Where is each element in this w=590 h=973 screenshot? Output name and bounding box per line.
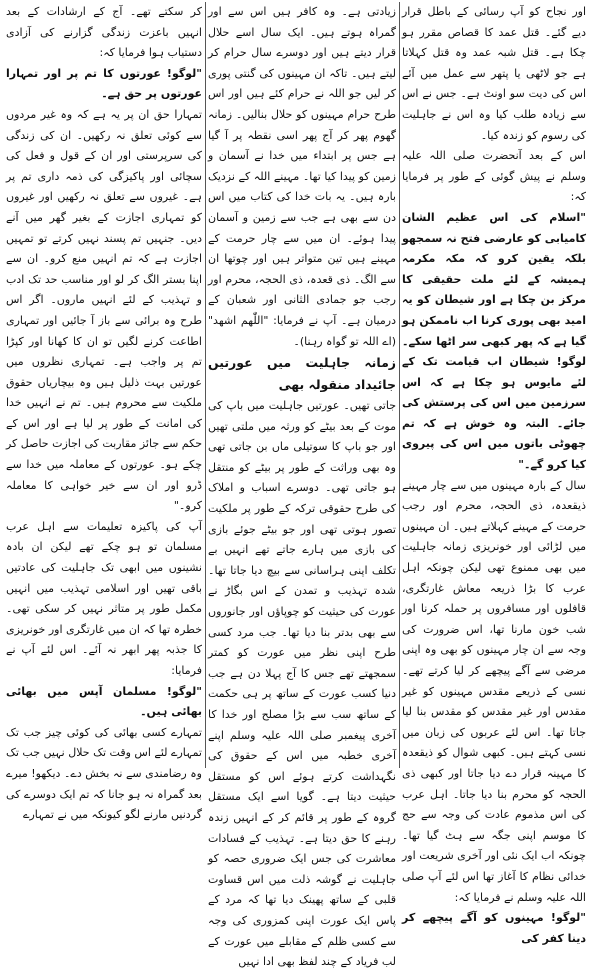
paragraph: اس کے بعد آنحضرت صلی اللہ علیہ وسلم نے پیش گوئی کے طور پر فرمایا کہ: <box>402 149 586 204</box>
paragraph: جاتی تھیں۔ عورتیں جاہلیت میں باپ کی موت کے بعد بیٹے کو ورثہ میں ملتی تھیں اور جو باپ کا سوتیلی ماں بن جاتی تھی وہ بھی وراثت کے طور پر بیٹے کو منتقل ہو جاتی تھی۔ دوسرے اسباب و املاک کی طرح حقوقی ترکہ کے طور پر ملکیت تصور ہوتی تھی اور جو بیٹے جوئے بازی کی بازی میں ہارے جاتے تھے انہیں بے تکلف اپنی ہراسانی سے بیچ دیا جاتا تھا۔ شدہ تہذیب و تمدن کے اس بگاڑ نے عورت کی حیثیت کو چوپاؤں اور جانوروں سے بھی بدتر بنا دیا تھا۔ جب مرد کسی طرح اپنی نظر میں عورت کو کمتر سمجھتے تھے جس کا آج پہلا دن ہے جب دنیا کسب عورت کے ساتھ پر ہی حکمت کے ساتھ سب سے بڑا مصلح اور خدا کا آخری پیغمبر صلی اللہ علیہ وسلم اپنے آخری خطبہ میں اس کے حقوق کی نگہداشت کرتے ہوئے اس کو مستقل حیثیت دیتا ہے۔ گویا اسے ایک مستقل گروہ کے طور پر قائم کر کے انہیں زندہ رہنے کا حق دیتا ہے۔ تہذیب کے فسادات معاشرت کی جس ایک ضروری حصہ کو جاہلیت نے گوشہ ذلت میں اس قساوت قلبی کے ساتھ پھینک دیا تھا کہ مرد کے پاس ایک عورت اپنی کمزوری کی وجہ سے کسی ظلم کے مقابلے میں عورت کے لب فریاد کے چند لفظ بھی ادا نہیں <box>208 399 396 969</box>
paragraph: اور نجاح کو آپ رسائی کے باطل قرار دیے گئے۔ قتل عمد کا قصاص مقرر ہو چکا ہے۔ قتل شبہ عمد وہ قتل کہلاتا ہے جو لاٹھی یا پتھر سے عمل میں آئے اس کی دیت سو اونٹ ہے۔ جس نے اس سے زیادہ طلب کیا وہ اس نے جاہلیت کی رسوم کو زندہ کیا۔ <box>402 5 586 142</box>
column-divider <box>399 2 400 768</box>
quotation: "لوگو! عورتوں کا تم پر اور تمہارا عورتوں پر حق ہے۔ <box>6 66 202 101</box>
column-left <box>5 2 202 822</box>
column-middle <box>208 2 396 969</box>
column-right <box>402 2 586 945</box>
paragraph: آپ کی پاکیزہ تعلیمات سے اہل عرب مسلمان تو ہو چکے تھے لیکن ان بادہ نشینوں میں ابھی تک جاہلیت کی عادتیں باقی تھیں اور اسلامی تہذیب میں انہیں مکمل طور پر متاثر نہیں کر سکی تھی۔ خطرہ تھا کہ ان میں غارتگری اور خونریزی کا جذبہ پھر ابھر نہ آئے۔ اس لئے آپ نے فرمایا: <box>6 519 202 677</box>
paragraph: زیادتی ہے۔ وہ کافر ہیں اس سے اور گمراہ ہوتے ہیں۔ ایک سال اسے حلال قرار دیتے ہیں اور دوسرے سال حرام کر لیتے ہیں۔ تاکہ ان مہینوں کی گنتی پوری کر لیں جو اللہ نے حرام کئے ہیں اور اس طرح حرام مہینوں کو حلال بنالیں۔ زمانہ گھوم پھر کر آج پھر اسی نقطہ پر آ گیا ہے جس پر ابتداء میں خدا نے آسمان و زمین کو پیدا کیا تھا۔ مہینے اللہ کے نزدیک بارہ ہیں۔ یہ بات خدا کی کتاب میں اس دن سے بھی ہے جب سے زمین و آسمان پیدا ہوئے۔ ان میں سے چار حرمت کے مہینے ہیں تین متواتر ہیں اور چوتھا ان سے الگ۔ ذی قعدہ، ذی الحجہ، محرم اور رجب جو جمادی الثانی اور شعبان کے درمیان ہے۔ آپ نے فرمایا: "اللّٰھم اشھد" (اے اللہ تو گواہ رہنا)۔ <box>208 5 396 348</box>
paragraph: تمہارا حق ان پر یہ ہے کہ وہ غیر مردوں سے کوئی تعلق نہ رکھیں۔ ان کی زندگی کی سرپرستی اور ان کے قول و فعل کی سچائی اور پاکیزگی کی ذمہ داری تم پر ہے۔ غیروں سے تعلق نہ رکھیں اور غیروں کو تمہاری اجازت کے بغیر گھر میں آنے دیں۔ جنہیں تم پسند نہیں کرتے تو تمہیں اجازت ہے کہ تم انہیں منع کرو۔ ان سے اپنا بستر الگ کر لو اور مناسب حد تک ادب و تہذیب کے لئے انہیں ماروں۔ اگر اس طرح وہ برائی سے باز آ جائیں اور تمہاری اطاعت کرنے لگیں تو ان کا کھانا اور کپڑا تم پر واجب ہے۔ تمہاری نظروں میں عورتیں بہت ذلیل ہیں وہ بیچاریاں حقوق ملکیت سے محروم ہیں۔ تم نے انہیں خدا کی امانت کے طور پر لیا ہے اور اس کے حکم سے جائز مقاربت کی اجازت حاصل کر چکے ہو۔ عورتوں کے معاملہ میں خدا سے ڈرو اور ان سے خیر خواہی کا معاملہ کرو۔" <box>5 107 202 513</box>
paragraph: تمہارے کسی بھائی کی کوئی چیز جب تک تمہارے لئے اس وقت تک حلال نہیں جب تک وہ رضامندی سے نہ بخش دے۔ دیکھو! میرے بعد گمراہ نہ ہو جانا کہ تم ایک دوسرے کی گردنیں مارنے لگو کیونکہ میں نے تمہارے <box>6 725 202 822</box>
column-divider <box>205 2 206 768</box>
quotation: "اسلام کی اس عظیم الشان کامیابی کو عارضی فتح نہ سمجھو بلکہ یقین کرو کہ مکہ مکرمہ ہمیشہ کے لئے ملت حقیقی کا مرکز بن چکا ہے اور شیطان کو یہ امید بھی پوری کرنا اب ناممکن ہو گیا ہے کہ پھر کبھی سر اٹھا سکے۔ لوگو! شیطان اب قیامت تک کے لئے مایوس ہو چکا ہے کہ اس سرزمین میں اس کی پرستش کی جائے۔ البتہ وہ خوش ہے کہ تم چھوٹی باتوں میں اس کی پیروی کیا کرو گے۔" <box>402 210 586 472</box>
quotation: "لوگو! مسلمان آپس میں بھائی بھائی ہیں۔ <box>6 684 202 719</box>
section-heading: زمانہ جاہلیت میں عورتیں جائیداد منقولہ بھی <box>208 355 396 393</box>
paragraph: سال کے بارہ مہینوں میں سے چار مہینے ذیقعدہ، ذی الحجہ، محرم اور رجب حرمت کے مہینے کہلاتے ہیں۔ ان مہینوں میں لڑائی اور خونریزی زمانہ جاہلیت میں بھی ممنوع تھی لیکن چونکہ اہل عرب کا بڑا ذریعہ معاش غارتگری، قافلوں اور مسافروں پر حملہ کرنا اور شب خون مارنا تھا، اس ضرورت کی وجہ سے ان چار مہینوں کو بھی وہ اپنی مرضی سے آگے پیچھے کر لیا کرتے تھے۔ نسی کے ذریعے مقدس مہینوں کو غیر مقدس اور غیر مقدس کو مقدس بنا لیا جاتا تھا۔ اس لئے عربوں کی زبان میں نسی کہتے ہیں۔ کبھی شوال کو ذیقعدہ کا مہینہ قرار دے دیا جاتا اور کبھی ذی الحجہ کو محرم بنا دیا جاتا۔ اہل عرب کی اس مذموم عادت کی وجہ سے حج کا موسم اپنی جگہ سے ہٹ گیا تھا۔ چونکہ اب ایک نئی اور آخری شریعت اور خدائی نظام کا آغاز تھا اس لئے آپ صلی اللہ علیہ وسلم نے فرمایا کہ: <box>402 478 586 904</box>
quotation: "لوگو! مہینوں کو آگے پیچھے کر دینا کفر کی <box>402 911 586 945</box>
paragraph: کر سکتے تھے۔ آج کے ارشادات کے بعد انہیں باعزت زندگی گزارنے کی آزادی دستیاب ہوا فرمایا کہ: <box>6 5 202 60</box>
